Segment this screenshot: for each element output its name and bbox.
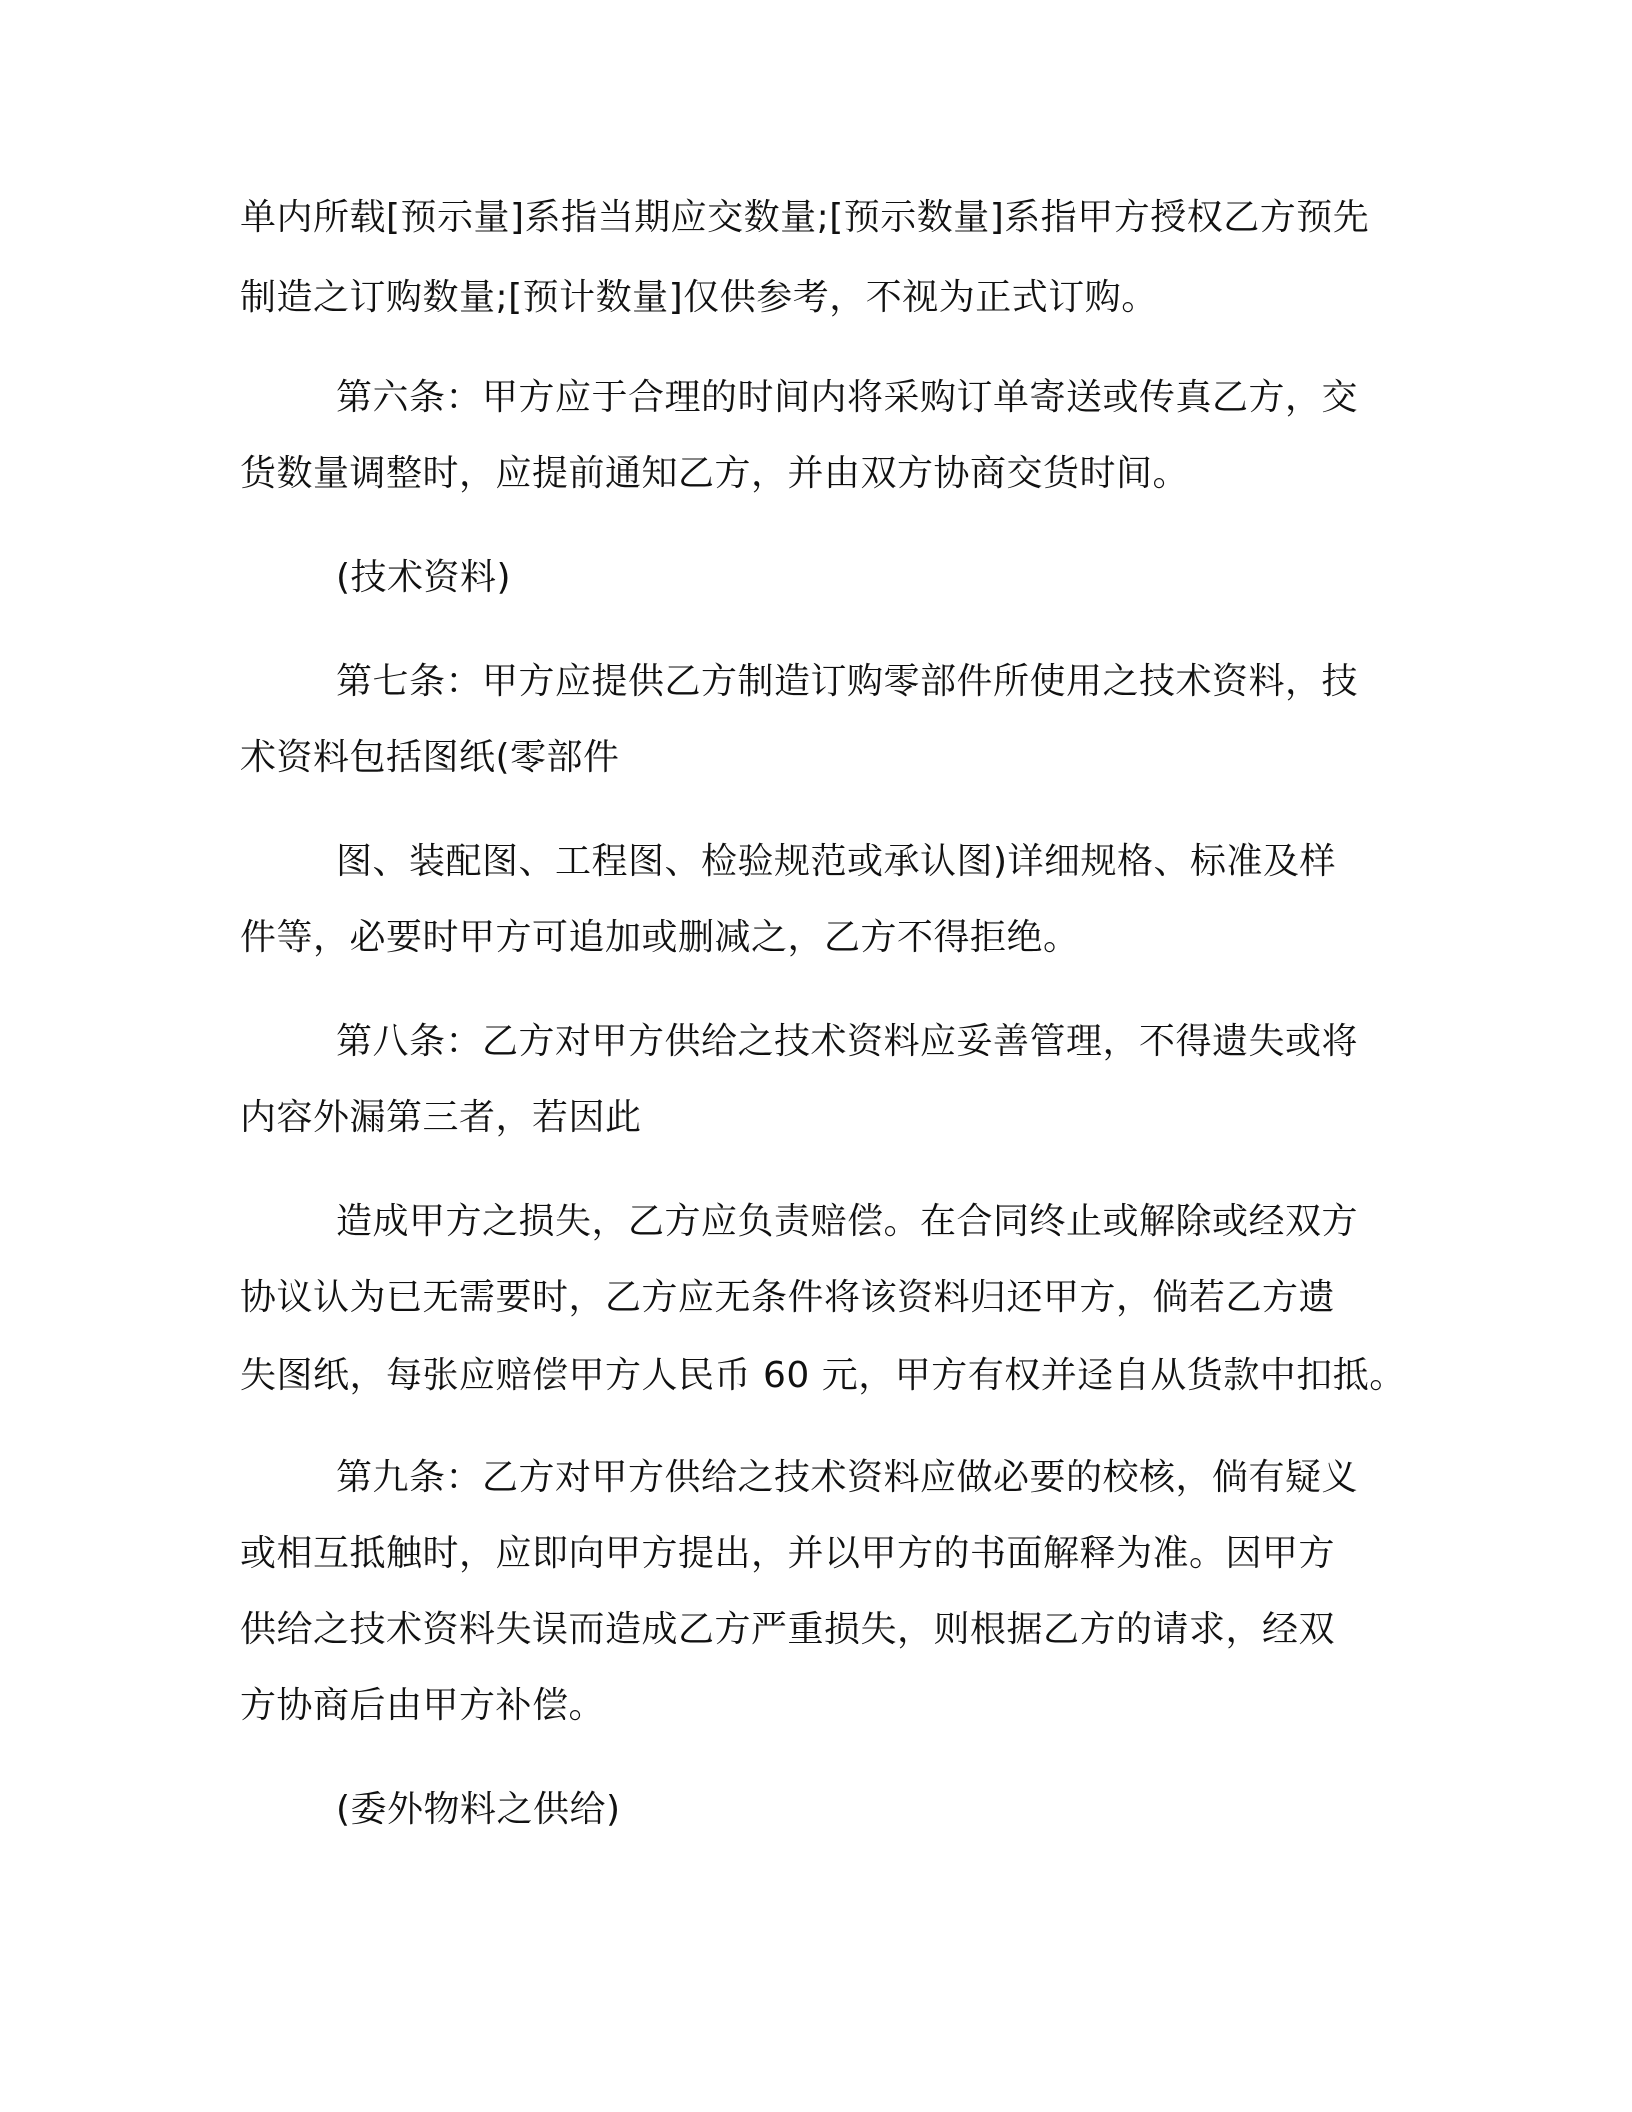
text-line: 件等，必要时甲方可追加或删减之，乙方不得拒绝。 <box>240 917 1080 958</box>
text-line: 制造之订购数量;[预计数量]仅供参考，不视为正式订购。 <box>240 277 1158 318</box>
text-line: 方协商后由甲方补偿。 <box>240 1685 606 1726</box>
text-line: 失图纸，每张应赔偿甲方人民币 60 元，甲方有权并迳自从货款中扣抵。 <box>240 1355 1406 1396</box>
text-line: 协议认为已无需要时，乙方应无条件将该资料归还甲方，倘若乙方遗 <box>240 1277 1336 1318</box>
text-line: 造成甲方之损失，乙方应负责赔偿。在合同终止或解除或经双方 <box>336 1201 1359 1242</box>
article-6-line: 第六条：甲方应于合理的时间内将采购订单寄送或传真乙方，交 <box>336 377 1359 418</box>
article-7-line: 第七条：甲方应提供乙方制造订购零部件所使用之技术资料，技 <box>336 661 1359 702</box>
text-line: 或相互抵触时，应即向甲方提出，并以甲方的书面解释为准。因甲方 <box>240 1533 1336 1574</box>
text-line: 图、装配图、工程图、检验规范或承认图)详细规格、标准及样 <box>336 841 1337 882</box>
section-heading-outsourced-materials: (委外物料之供给) <box>336 1789 621 1830</box>
text-line: 单内所载[预示量]系指当期应交数量;[预示数量]系指甲方授权乙方预先 <box>240 197 1370 238</box>
text-line: 供给之技术资料失误而造成乙方严重损失，则根据乙方的请求，经双 <box>240 1609 1336 1650</box>
article-9-line: 第九条：乙方对甲方供给之技术资料应做必要的校核，倘有疑义 <box>336 1457 1359 1498</box>
article-8-line: 第八条：乙方对甲方供给之技术资料应妥善管理，不得遗失或将 <box>336 1021 1359 1062</box>
section-heading-technical-data: (技术资料) <box>336 557 512 598</box>
text-line: 内容外漏第三者，若因此 <box>240 1097 642 1138</box>
text-line: 货数量调整时，应提前通知乙方，并由双方协商交货时间。 <box>240 453 1190 494</box>
text-line: 术资料包括图纸(零部件 <box>240 737 620 778</box>
